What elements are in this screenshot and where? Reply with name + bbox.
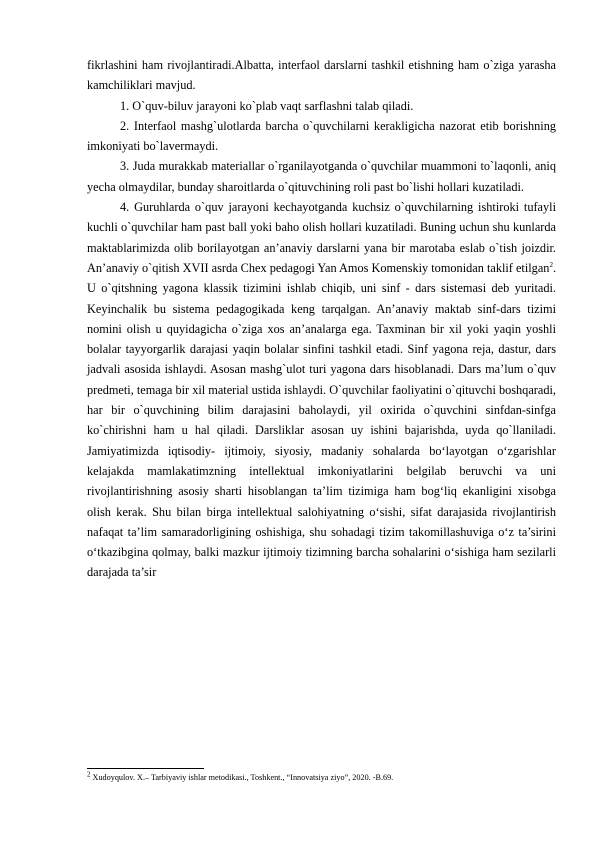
footnote: [87, 772, 556, 783]
paragraph-intro: [87, 55, 556, 96]
paragraph-text: 1. O`quv-biluv jarayoni ko`plab vaqt sarflashni talab qiladi.: [120, 98, 414, 113]
paragraph-text: 3. Juda murakkab materiallar o`rganilayotganda o`quvchilar muammoni to`laqonli, aniq yecha olmaydilar, bunday sharoitlarda o`qituvchining roli past bo`lishi hollari kuzatiladi.: [87, 159, 556, 194]
list-item-3: [87, 156, 556, 197]
paragraph-text: 2. Interfaol mashg`ulotlarda barcha o`quvchilarni kerakligicha nazorat etib borishning imkoniyati bo`lavermaydi.: [87, 118, 556, 154]
footnote-ref: 2: [549, 260, 553, 269]
footnote-number: 2: [87, 770, 91, 779]
paragraph-text-cont: . U o`qitshning yagona klassik tizimini ishlab chiqib, uni sinf - dars sistemasi deb yuritadi. Keyinchalik bu sistema pedagogikada keng tarqalgan. An’anaviy maktab sinf-dars tizimi nomini olish u quyidagicha o`ziga xos an’analarga ega. Taxminan bir xil yoki yaqin yoshli bolalar tayyorgarlik darajasi yaqin bolalar sinfini tashkil etadi. Sinf yagona reja, dastur, dars jadvali asosida ishlaydi. Asosan mashg`ulot turi yagona dars hisoblanadi. Dars ma’lum o`quv predmeti, temaga bir xil material ustida ishlaydi. O`quvchilar faoliyatini o`qituvchi boshqaradi, har bir o`quvchining bilim darajasini baholaydi, yil oxirida o`quvchini sinfdan-sinfga ko`chirishni ham u hal qiladi. Darsliklar asosan uy ishini bajarishda, uyda qo`llaniladi. Jamiyatimizda iqtisodiy- ijtimoiy, siyosiy, madaniy sohalarda bo‘layotgan o‘zgarishlar kelajakda mamlakatimzning intellektual imkoniyatlarini belgilab beruvchi va uni rivojlantirishning asosiy sharti hisoblangan ta’lim tizimiga ham bog‘liq ekanligini xisobga olish kerak. Shu bilan birga intellektual salohiyatning o‘sishi, sifat darajasida rivojlantirish nafaqat ta’lim samaradorligining oshishiga, shu sohadagi tizim takomillashuviga o‘z ta’sirini o‘tkazibgina qolmay, balki mazkur ijtimoiy tizimning barcha sohalarini o‘sishiga ham sezilarli darajada ta’sir: [87, 260, 557, 580]
footnote-divider: [87, 768, 204, 769]
list-item-4: [87, 197, 556, 583]
list-item-2: [87, 116, 556, 157]
list-item-1: [87, 96, 556, 116]
paragraph-text: fikrlashini ham rivojlantiradi.Albatta, interfaol darslarni tashkil etishning ham o`ziga yarasha kamchiliklari mavjud.: [87, 58, 556, 93]
body-text: [87, 55, 556, 583]
footnote-text: Xudoyqulov. X.– Tarbiyaviy ishlar metodikasi., Toshkent., “Innovatsiya ziyo”, 2020. -B.69.: [90, 773, 394, 782]
paragraph-text: 4. Guruhlarda o`quv jarayoni kechayotganda kuchsiz o`quvchilarning ishtiroki tufayli kuchli o`quvchilar ham past ball yoki baho olish hollari kuzatiladi. Buning uchun shu kunlarda maktablarimizda olib borilayotgan an’anaviy darslarni yana bir marotaba eslab o`tish joizdir. An’anaviy o`qitish XVII asrda Chex pedagogi Yan Amos Komenskiy tomonidan taklif etilgan: [87, 200, 556, 275]
